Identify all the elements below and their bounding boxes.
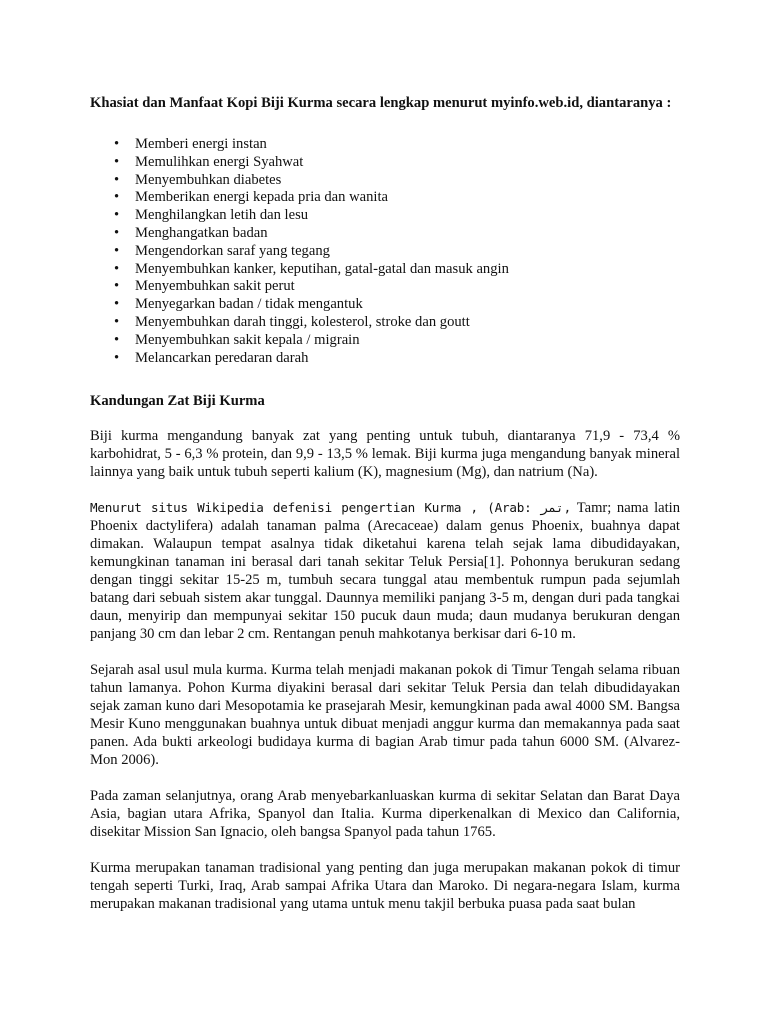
list-item: [90, 350, 680, 368]
document-page: [90, 94, 680, 931]
bullet-icon: •: [114, 349, 120, 366]
list-item-text: Melancarkan peredaran darah: [135, 349, 309, 366]
list-item-text: Menyembuhkan sakit kepala / migrain: [135, 331, 360, 348]
list-item: [90, 261, 680, 279]
paragraph-tradition: Kurma merupakan tanaman tradisional yang penting dan juga merupakan makanan pokok di timur tengah seperti Turki, Iraq, Arab sampai Afrika Utara dan Maroko. Di negara-negara Islam, kurma merupakan makanan tradisional yang utama untuk menu takjil berbuka puasa pada saat bulan: [90, 860, 680, 913]
list-item: [90, 296, 680, 314]
list-item-text: Menyembuhkan sakit perut: [135, 278, 295, 295]
list-item: [90, 207, 680, 225]
bullet-icon: •: [114, 153, 120, 170]
paragraph-definition-body: Tamr; nama latin Phoenix dactylifera) adalah tanaman palma (Arecaceae) dalam genus Phoenix, buahnya dapat dimakan. Walaupun tempat asalnya tidak diketahui karena telah sejak lama dibudidayakan, kemungkinan tanaman ini berasal dari tanah sekitar Teluk Persia[1]. Pohonnya berukuran sedang dengan tinggi sekitar 15-25 m, tumbuh secara tunggal atau membentuk rumpun pada sejumlah batang dari sebuah sistem akar tunggal. Daunnya memiliki panjang 3-5 m, dengan duri pada tangkai daun, menyirip dan mempunyai sekitar 150 pucuk daun muda; daun mudanya berukuran dengan panjang 30 cm dan lebar 2 cm. Rentangan penuh mahkotanya berkisar dari 6-10 m.: [90, 500, 681, 643]
benefits-list: [90, 136, 680, 367]
intro-heading: Khasiat dan Manfaat Kopi Biji Kurma secara lengkap menurut myinfo.web.id, diantaranya :: [90, 95, 672, 111]
list-item: [90, 172, 680, 190]
bullet-icon: •: [114, 189, 120, 206]
bullet-icon: •: [114, 136, 120, 152]
list-item: [90, 136, 680, 154]
bullet-icon: •: [114, 171, 120, 188]
list-item-text: Menghangatkan badan: [135, 224, 268, 241]
list-item-text: Memberi energi instan: [135, 136, 267, 152]
bullet-icon: •: [114, 224, 120, 241]
list-item-text: Mengendorkan saraf yang tegang: [135, 242, 330, 259]
bullet-icon: •: [114, 242, 120, 259]
list-item-text: Menyegarkan badan / tidak mengantuk: [135, 296, 363, 313]
list-item: [90, 332, 680, 350]
list-item-text: Menyembuhkan kanker, keputihan, gatal-gatal dan masuk angin: [135, 260, 509, 277]
paragraph-history: Sejarah asal usul mula kurma. Kurma telah menjadi makanan pokok di Timur Tengah selama ribuan tahun lamanya. Pohon Kurma diyakini berasal dari sekitar Teluk Persia dan telah dibudidayakan sejak zaman kuno dari Mesopotamia ke prasejarah Mesir, kemungkinan pada awal 4000 SM. Bangsa Mesir Kuno menggunakan buahnya untuk dibuat menjadi anggur kurma dan memakannya pada saat panen. Ada bukti arkeologi budidaya kurma di bagian Arab timur pada tahun 6000 SM. (Alvarez-Mon 2006).: [90, 662, 680, 769]
paragraph-nutrition: Biji kurma mengandung banyak zat yang penting untuk tubuh, diantaranya 71,9 - 73,4 % karbohidrat, 5 - 6,3 % protein, dan 9,9 - 13,5 % lemak. Biji kurma juga mengandung banyak mineral lainnya yang baik untuk tubuh seperti kalium (K), magnesium (Mg), dan natrium (Na).: [90, 428, 680, 481]
bullet-icon: •: [114, 260, 120, 277]
bullet-icon: •: [114, 331, 120, 348]
list-item: [90, 278, 680, 296]
bullet-icon: •: [114, 278, 120, 295]
list-item: [90, 154, 680, 172]
list-item-text: Menyembuhkan darah tinggi, kolesterol, stroke dan goutt: [135, 313, 470, 330]
paragraph-definition-lead: Menurut situs Wikipedia defenisi pengertian Kurma , (Arab: تمر,: [90, 500, 572, 516]
list-item-text: Memberikan energi kepada pria dan wanita: [135, 189, 388, 206]
bullet-icon: •: [114, 313, 120, 330]
list-item: [90, 189, 680, 207]
paragraph-spread: Pada zaman selanjutnya, orang Arab menyebarkanluaskan kurma di sekitar Selatan dan Barat Daya Asia, bagian utara Afrika, Spanyol dan Italia. Kurma diperkenalkan di Mexico dan California, disekitar Mission San Ignacio, oleh bangsa Spanyol pada tahun 1765.: [90, 788, 680, 841]
paragraph-definition: [90, 499, 680, 643]
list-item-text: Menyembuhkan diabetes: [135, 171, 282, 188]
list-item: [90, 243, 680, 261]
list-item: [90, 314, 680, 332]
section-heading: Kandungan Zat Biji Kurma: [90, 393, 265, 410]
list-item-text: Menghilangkan letih dan lesu: [135, 207, 309, 224]
bullet-icon: •: [114, 207, 120, 224]
list-item-text: Memulihkan energi Syahwat: [135, 153, 304, 170]
list-item: [90, 225, 680, 243]
bullet-icon: •: [114, 296, 120, 313]
